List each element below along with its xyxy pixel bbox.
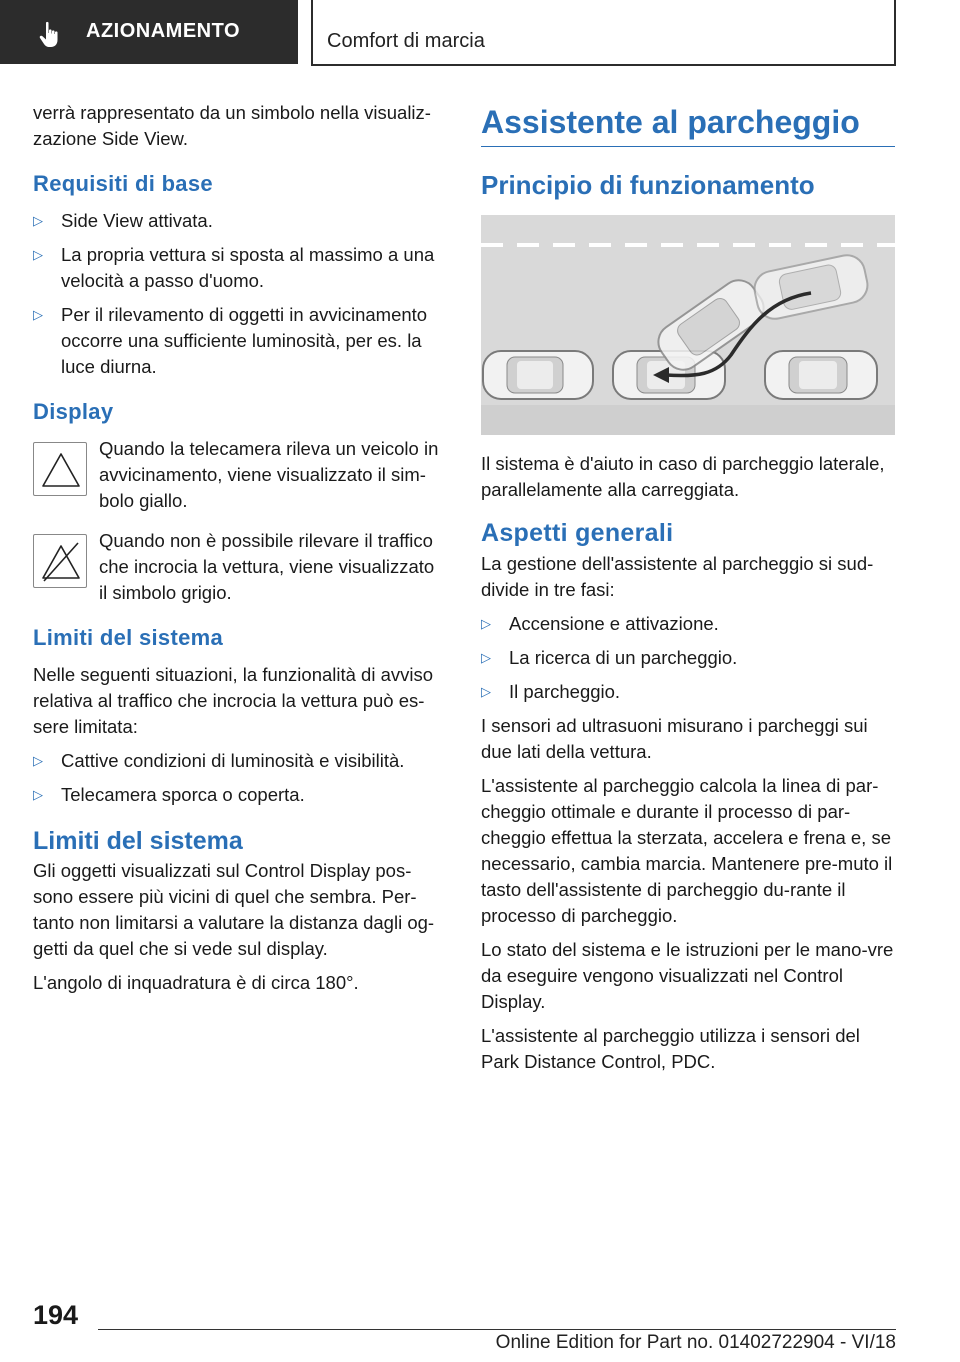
requisiti-heading: Requisiti di base [33, 171, 213, 196]
list-item: ▷ Side View attivata. [33, 208, 445, 234]
limiti-heading: Limiti del sistema [33, 625, 224, 650]
requisiti-list [33, 208, 445, 380]
limiti-heading-2: Limiti del sistema [33, 827, 243, 855]
display-item [33, 436, 445, 514]
aspetti-intro: La gestione dell'assistente al parcheggio si sud-divide in tre fasi: [481, 553, 874, 600]
subsection-title: Comfort di marcia [327, 30, 485, 52]
aspetti-heading: Aspetti generali [481, 519, 674, 547]
section-title: AZIONAMENTO [86, 20, 241, 42]
list-item: ▷ La propria vettura si sposta al massimo a una velocità a passo d'uomo. [33, 244, 435, 291]
right-column [481, 102, 895, 1083]
footer-rule [98, 1329, 896, 1330]
hand-pointer-icon [36, 20, 66, 50]
bullet-icon: ▷ [33, 247, 43, 262]
bullet-icon: ▷ [481, 650, 491, 665]
display-item-text: Quando la telecamera rileva un veicolo in avvicinamento, viene visualizzato il sim-bolo giallo. [99, 438, 439, 511]
parallel-parking-illustration [481, 215, 895, 435]
limiti-text: Nelle seguenti situazioni, la funzionalità di avviso relativa al traffico che incrocia la vettura può es-sere limitata: [33, 664, 434, 737]
list-item: ▷ La ricerca di un parcheggio. [481, 645, 895, 671]
intro-text: verrà rappresentato da un simbolo nella visualiz-zazione Side View. [33, 102, 431, 149]
list-item: ▷ Per il rilevamento di oggetti in avvicinamento occorre una sufficiente luminosità, per es. la luce diurna. [33, 304, 428, 377]
list-item: ▷ Accensione e attivazione. [481, 611, 895, 637]
display-heading: Display [33, 399, 114, 424]
warning-triangle-crossed-icon [33, 534, 87, 588]
display-item-text: Quando non è possibile rilevare il traffico che incrocia la vettura, viene visualizzato il simbolo grigio. [99, 530, 435, 603]
bullet-icon: ▷ [33, 307, 43, 322]
aspetti-list [481, 611, 895, 705]
bullet-icon: ▷ [33, 753, 43, 768]
list-item: ▷ Cattive condizioni di luminosità e visibilità. [33, 748, 445, 774]
limiti-text-2: Gli oggetti visualizzati sul Control Display pos-sono essere più vicini di quel che sembra. Per-tanto non limitarsi a valutare la distanza dagli og-getti da quel che si vede sul display. [33, 860, 435, 959]
paragraph: L'assistente al parcheggio utilizza i sensori del Park Distance Control, PDC. [481, 1025, 860, 1072]
page-title: Assistente al parcheggio [481, 102, 895, 147]
bullet-icon: ▷ [33, 787, 43, 802]
paragraph: I sensori ad ultrasuoni misurano i parcheggi sui due lati della vettura. [481, 715, 868, 762]
subsection-tab [311, 0, 896, 66]
edition-text: Online Edition for Part no. 01402722904 - VI/18 [495, 1332, 896, 1353]
list-item: ▷ Telecamera sporca o coperta. [33, 782, 445, 808]
left-column [33, 100, 445, 1004]
section-tab [0, 0, 298, 64]
paragraph: Lo stato del sistema e le istruzioni per le mano-vre da eseguire vengono visualizzati nel Control Display. [481, 939, 894, 1012]
list-item: ▷ Il parcheggio. [481, 679, 895, 705]
bullet-icon: ▷ [481, 616, 491, 631]
principio-heading: Principio di funzionamento [481, 170, 815, 200]
principio-text: Il sistema è d'aiuto in caso di parcheggio laterale, parallelamente alla carreggiata. [481, 453, 885, 500]
limiti-list [33, 748, 445, 808]
display-item [33, 528, 445, 606]
warning-triangle-icon [33, 442, 87, 496]
page-number: 194 [33, 1300, 79, 1330]
bullet-icon: ▷ [33, 213, 43, 228]
angle-text: L'angolo di inquadratura è di circa 180°. [33, 972, 359, 993]
paragraph: L'assistente al parcheggio calcola la linea di par-cheggio ottimale e durante il processo di par-cheggio effettua la sterzata, accelera e frena e, se necessario, cambia marcia. Mantenere pre-muto il tasto dell'assistente di parcheggio du-rante il processo di parcheggio. [481, 775, 893, 926]
bullet-icon: ▷ [481, 684, 491, 699]
